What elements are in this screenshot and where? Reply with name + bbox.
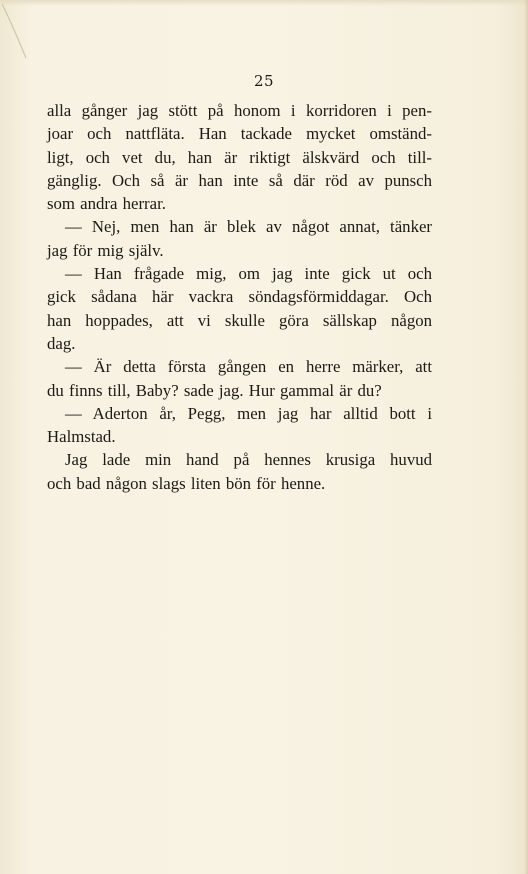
text-line: gick sådana här vackra söndagsförmiddagar. Och: [47, 287, 432, 307]
page-top-edge: [0, 0, 528, 6]
text-line: Halmstad.: [47, 427, 116, 447]
paragraph: [47, 99, 432, 215]
text-line: gänglig. Och så är han inte så där röd av punsch: [47, 170, 432, 190]
text-line: dag.: [47, 333, 76, 353]
text-line: ligt, och vet du, han är riktigt älskvärd och till-: [47, 147, 432, 167]
text-line: och bad någon slags liten bön för henne.: [47, 473, 326, 493]
page-number: 25: [253, 72, 275, 90]
page-fold-crease: [0, 0, 60, 80]
text-line: joar och nattfläta. Han tackade mycket omständ-: [47, 124, 432, 144]
paragraph: [47, 262, 432, 355]
page-right-edge: [524, 0, 528, 874]
text-line: — Är detta första gången en herre märker, att: [65, 357, 432, 377]
paragraph: [47, 355, 432, 402]
text-line: — Nej, men han är blek av något annat, tänker: [65, 217, 432, 237]
text-line: du finns till, Baby? sade jag. Hur gammal är du?: [47, 380, 382, 400]
paragraph: [47, 402, 432, 449]
text-line: — Han frågade mig, om jag inte gick ut och: [65, 264, 432, 284]
text-line: Jag lade min hand på hennes krusiga huvud: [65, 450, 432, 470]
paragraph: [47, 448, 432, 495]
body-text: [47, 99, 432, 495]
text-line: som andra herrar.: [47, 194, 166, 214]
paragraph: [47, 215, 432, 262]
text-line: jag för mig själv.: [47, 240, 164, 260]
text-line: — Aderton år, Pegg, men jag har alltid bott i: [65, 403, 432, 423]
text-line: alla gånger jag stött på honom i korridoren i pen-: [47, 101, 432, 120]
text-line: han hoppades, att vi skulle göra sällskap någon: [47, 310, 432, 330]
